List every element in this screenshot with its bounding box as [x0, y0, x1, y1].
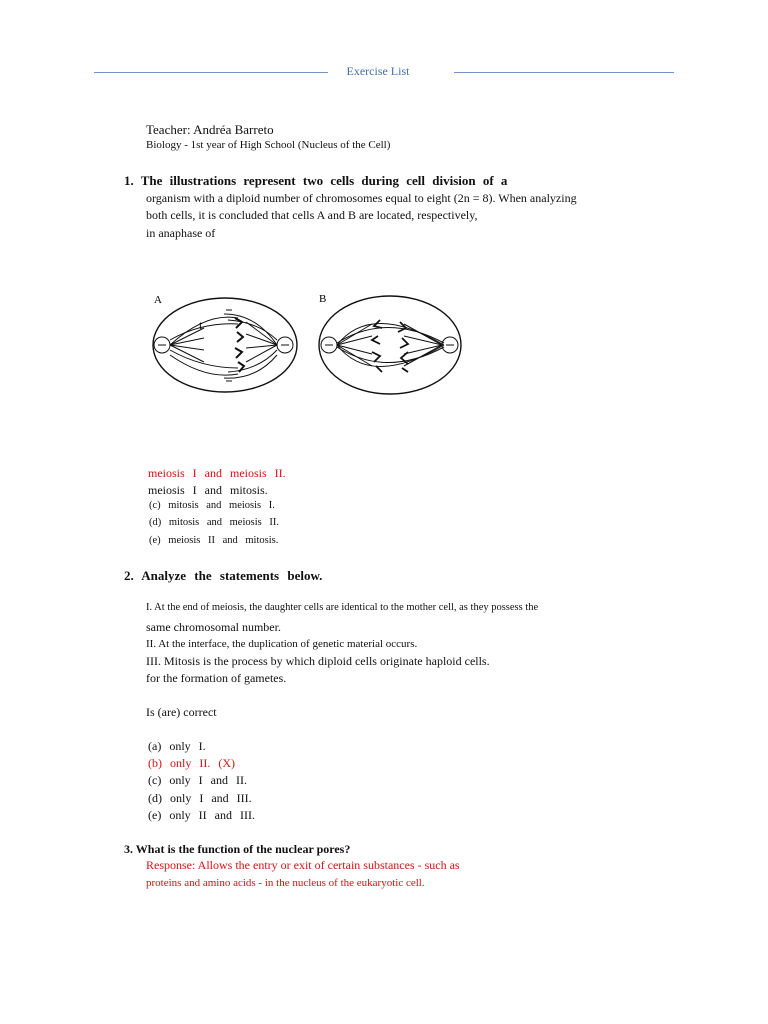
question-1-option: (c) mitosis and meiosis I. [149, 500, 275, 511]
question-2-option: (e) only II and III. [148, 808, 255, 822]
question-1-text: organism with a diploid number of chromosomes equal to eight (2n = 8). When analyzing [146, 191, 577, 205]
cell-a-mark: t [199, 318, 203, 332]
question-2-option: (a) only I. [148, 739, 206, 753]
question-2-option: (d) only I and III. [148, 791, 252, 805]
teacher-name: Teacher: Andréa Barreto [146, 122, 274, 137]
question-2-prompt: Is (are) correct [146, 705, 217, 719]
question-2-title: 2. Analyze the statements below. [124, 568, 323, 583]
question-2-statement: same chromosomal number. [146, 620, 281, 634]
question-1-option: (e) meiosis II and mitosis. [149, 535, 279, 546]
question-1-title: 1. The illustrations represent two cells during cell division of a [124, 173, 508, 188]
course-info: Biology - 1st year of High School (Nucleus of the Cell) [146, 139, 391, 151]
cell-a [153, 298, 297, 392]
question-1-option: meiosis I and mitosis. [148, 483, 268, 497]
cell-a-label: A [154, 294, 162, 306]
question-2-option: (b) only II. (X) [148, 756, 235, 770]
cell-b [319, 296, 461, 394]
question-2-option: (c) only I and II. [148, 773, 247, 787]
question-2-statement: II. At the interface, the duplication of genetic material occurs. [146, 638, 418, 650]
question-1-option: (d) mitosis and meiosis II. [149, 517, 279, 528]
question-1-text: both cells, it is concluded that cells A and B are located, respectively, [146, 208, 478, 222]
question-3-response: proteins and amino acids - in the nucleus of the eukaryotic cell. [146, 877, 425, 889]
question-3-response: Response: Allows the entry or exit of certain substances - such as [146, 858, 460, 872]
cell-division-figure [146, 288, 476, 403]
question-2-statement: for the formation of gametes. [146, 671, 287, 685]
question-1-option: meiosis I and meiosis II. [148, 466, 286, 480]
question-2-statement: I. At the end of meiosis, the daughter cells are identical to the mother cell, as they possess the [146, 602, 539, 613]
cell-a-chromosomes [235, 318, 244, 372]
question-1-text: in anaphase of [146, 226, 216, 240]
page-title: Exercise List [346, 64, 410, 78]
question-3-title: 3. What is the function of the nuclear pores? [124, 842, 351, 856]
header-rule-right [454, 72, 674, 73]
cell-b-label: B [319, 293, 327, 305]
question-2-statement: III. Mitosis is the process by which diploid cells originate haploid cells. [146, 654, 490, 668]
header-rule-left [94, 72, 328, 73]
